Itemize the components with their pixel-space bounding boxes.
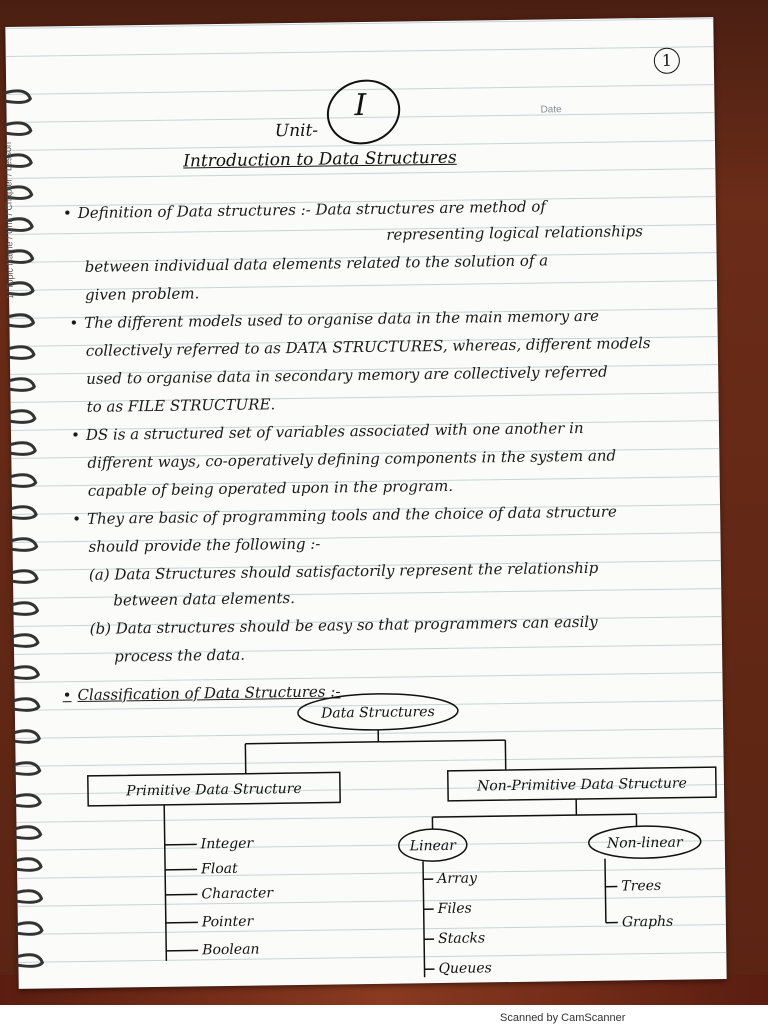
line-text: Classification of Data Structures :- [77,682,341,705]
text-line: (b) Data structures should be easy so that programmers can easily [89,612,598,638]
tree-connector [245,740,505,744]
text-line: representing logical relationships [386,222,644,244]
bullet-icon: • [70,425,81,445]
unit-numeral: I [354,87,367,124]
line-text: DS is a structured set of variables associated with one another in [85,418,584,444]
tree-leaf-label: Character [201,885,274,903]
text-line: should provide the following :- [88,534,321,556]
tree-connector [432,814,636,817]
text-line: between individual data elements related to the solution of a [84,251,549,276]
text-line: between data elements. [113,589,296,610]
text-line: (a) Data Structures should satisfactorily represent the relationship [88,558,599,584]
line-text: They are basic of programming tools and the choice of data structure [86,502,617,528]
classification-tree [75,685,729,994]
text-line: process the data. [113,645,246,666]
tree-non-primitive-label: Non-Primitive Data Structure [476,775,688,795]
tree-linear-label: Linear [409,837,456,855]
tree-leaf-label: Queues [438,960,492,978]
text-line [72,502,617,528]
tree-leaf-label: Float [200,860,238,878]
text-line: collectively referred to as DATA STRUCTURES, whereas, different models [85,334,651,360]
text-line: to as FILE STRUCTURE. [86,395,276,416]
tree-connector [164,805,166,961]
tree-leaf-label: Graphs [621,913,674,931]
bullet-icon: • [62,204,72,223]
notebook-page [2,17,726,989]
scanner-footer: Scanned by CamScanner [500,1012,626,1024]
tree-non-linear-label: Non-linear [606,834,683,852]
unit-title: Unit- [274,120,319,142]
tree-leaf-label: Array [437,870,478,888]
page-number: 1 [654,48,680,74]
text-line: capable of being operated upon in the program. [87,476,454,500]
text-line: given problem. [84,284,200,304]
text-line [71,419,584,444]
line-text: Definition of Data structures :- Data structures are method of [77,197,547,222]
tree-leaf-label: Trees [621,877,662,895]
tree-connector [605,859,606,923]
tree-leaf-label: Pointer [201,913,254,931]
text-line: different ways, co-operatively defining components in the system and [87,446,617,472]
side-stamp: 1/ Topic Name / Unit / Chapter / Lesson [2,141,16,299]
bullet-icon: • [62,686,72,705]
tree-primitive-label: Primitive Data Structure [126,780,302,800]
tree-leaf-label: Files [437,900,472,918]
bullet-icon: • [69,314,79,333]
text-line: used to organise data in secondary memory are collectively referred [86,362,608,388]
tree-leaf-label: Boolean [202,941,260,959]
date-label: Date [540,104,562,116]
text-line [63,197,546,222]
tree-leaf-label: Stacks [437,930,486,948]
bullet-icon: • [72,509,82,529]
tree-root-label: Data Structures [321,704,435,722]
tree-leaf-label: Integer [200,835,254,853]
line-text: The different models used to organise data in the main memory are [84,306,600,332]
text-line [69,307,599,332]
page-heading: Introduction to Data Structures [183,147,457,172]
